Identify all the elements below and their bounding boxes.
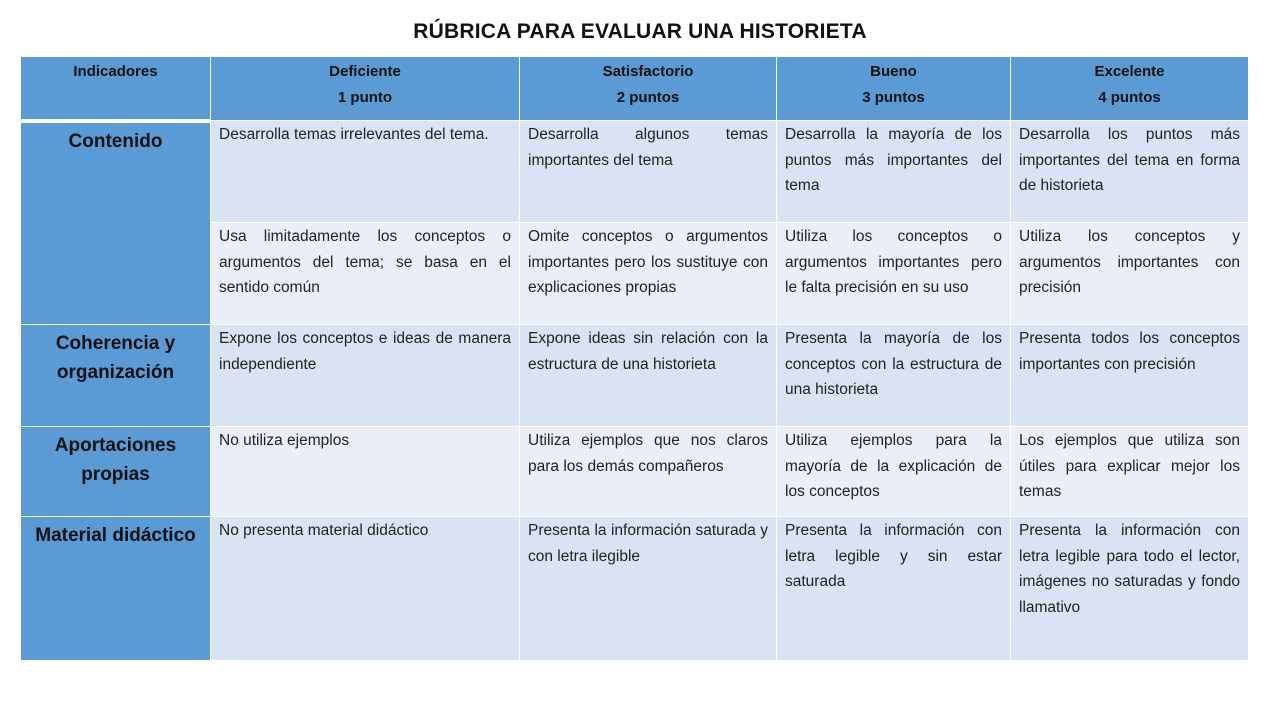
table-row [21,121,1249,223]
level-name: Deficiente [329,63,401,80]
level-points: 1 punto [337,89,393,106]
page-title: RÚBRICA PARA EVALUAR UNA HISTORIETA [413,20,867,43]
header-level-deficiente [211,57,520,121]
table-cell: Presenta la información saturada y con letra ilegible [520,517,777,661]
level-points: 2 puntos [616,89,680,106]
header-indicators-label: Indicadores [73,63,158,80]
table-cell: Desarrolla la mayoría de los puntos más importantes del tema [777,121,1011,223]
header-level-excelente [1011,57,1249,121]
table-row [21,427,1249,517]
criterion-label: Coherencia y organización [55,333,176,383]
table-cell: Los ejemplos que utiliza son útiles para explicar mejor los temas [1011,427,1249,517]
criterion-label: Aportaciones propias [54,435,177,485]
criterion-aportaciones [21,427,211,517]
table-cell: Presenta la mayoría de los conceptos con la estructura de una historieta [777,325,1011,427]
level-name: Excelente [1094,63,1165,80]
criterion-material [21,517,211,661]
table-cell: Utiliza ejemplos para la mayoría de la explicación de los conceptos [777,427,1011,517]
criterion-contenido [21,121,211,325]
table-row [21,517,1249,661]
header-row [21,57,1249,121]
table-row [21,325,1249,427]
table-cell: Omite conceptos o argumentos importantes pero los sustituye con explicaciones propias [520,223,777,325]
header-level-satisfactorio [520,57,777,121]
rubric-table [20,56,1249,661]
level-name: Satisfactorio [602,63,694,80]
table-cell: No presenta material didáctico [211,517,520,661]
criterion-label: Contenido [68,130,163,152]
table-cell: Usa limitadamente los conceptos o argumentos del tema; se basa en el sentido común [211,223,520,325]
table-cell: Desarrolla algunos temas importantes del tema [520,121,777,223]
criterion-coherencia [21,325,211,427]
table-cell: Expone los conceptos e ideas de manera independiente [211,325,520,427]
table-cell: Desarrolla los puntos más importantes del tema en forma de historieta [1011,121,1249,223]
table-cell: No utiliza ejemplos [211,427,520,517]
level-points: 3 puntos [862,89,925,106]
level-points: 4 puntos [1098,89,1161,106]
table-cell: Desarrolla temas irrelevantes del tema. [211,121,520,223]
level-name: Bueno [870,63,917,80]
table-cell: Utiliza los conceptos o argumentos importantes pero le falta precisión en su uso [777,223,1011,325]
criterion-label: Material didáctico [35,525,196,546]
table-cell: Utiliza ejemplos que nos claros para los demás compañeros [520,427,777,517]
table-cell: Expone ideas sin relación con la estructura de una historieta [520,325,777,427]
header-indicators [21,57,211,121]
header-level-bueno [777,57,1011,121]
table-cell: Presenta la información con letra legible y sin estar saturada [777,517,1011,661]
table-cell: Presenta todos los conceptos importantes con precisión [1011,325,1249,427]
table-cell: Presenta la información con letra legible para todo el lector, imágenes no saturadas y fondo llamativo [1011,517,1249,661]
table-cell: Utiliza los conceptos y argumentos importantes con precisión [1011,223,1249,325]
